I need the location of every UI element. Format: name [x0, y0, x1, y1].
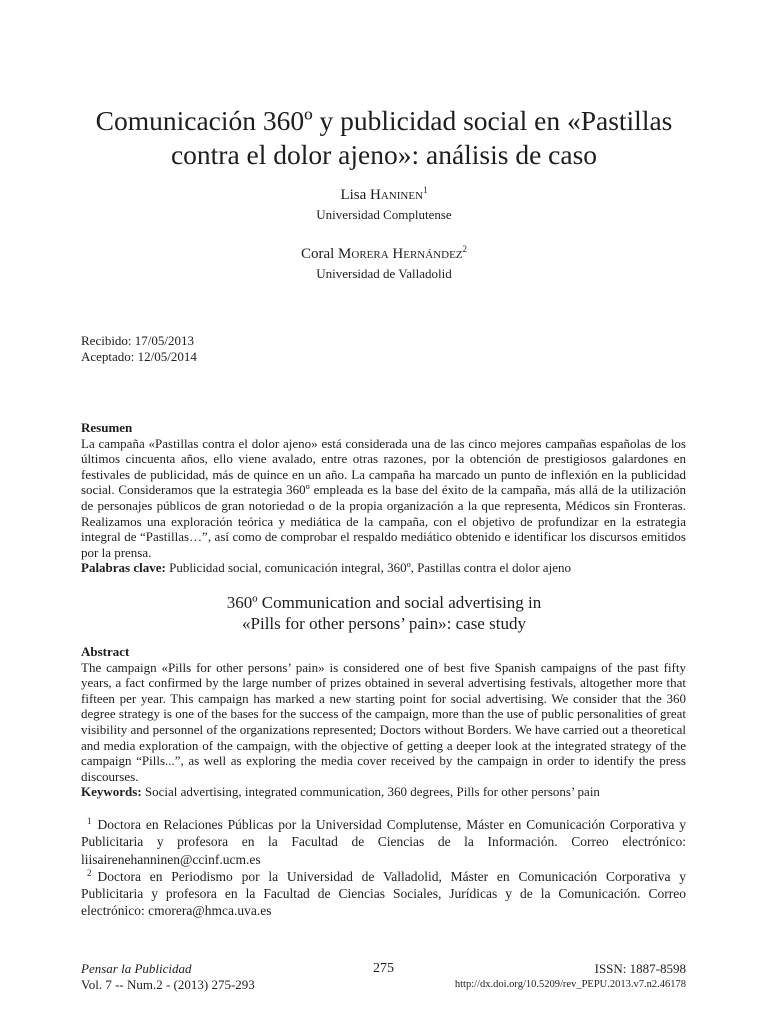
abstract-keywords-label: Keywords:	[81, 784, 142, 800]
resumen-keywords-text: Publicidad social, comunicación integral, 360º, Pastillas contra el dolor ajeno	[169, 560, 571, 576]
abstract-section	[81, 644, 686, 800]
footnotes	[81, 816, 686, 920]
resumen-section	[81, 420, 686, 576]
english-title	[0, 592, 768, 634]
footnote-2	[81, 868, 686, 920]
author-1-last-name: Haninen	[370, 187, 424, 203]
journal-name: Pensar la Publicidad	[81, 961, 192, 976]
abstract-keywords-text: Social advertising, integrated communication, 360 degrees, Pills for other persons’ pain	[144, 784, 600, 800]
footnote-2-mark: 2	[87, 867, 92, 878]
issn: ISSN: 1887-8598	[594, 961, 686, 976]
footnote-1-text: Doctora en Relaciones Públicas por la Universidad Complutense, Máster en Comunicación Corporativa y Publicitaria y profesora en la Facultad de Ciencias de la Información. Correo electrónico: liisairenehanninen@ccinf.ucm.es	[81, 817, 686, 867]
author-2-footnote-mark: 2	[462, 244, 468, 254]
author-2	[0, 245, 768, 263]
author-1	[0, 186, 768, 204]
footnote-2-text: Doctora en Periodismo por la Universidad de Valladolid, Máster en Comunicación Corporativa y Publicitaria y profesora en la Facultad de Ciencias Sociales, Jurídicas y de la Comunicación. Correo electrónico: cmorera@hmca.uva.es	[81, 868, 686, 919]
author-1-footnote-mark: 1	[423, 185, 428, 195]
accepted-date: Aceptado: 12/05/2014	[81, 349, 197, 364]
author-2-first-name: Coral	[300, 246, 335, 262]
author-2-affiliation: Universidad de Valladolid	[316, 266, 452, 281]
english-title-line-2: «Pills for other persons’ pain»: case study	[242, 614, 526, 633]
english-title-line-1: 360º Communication and social advertising in	[226, 593, 542, 612]
resumen-heading: Resumen	[81, 420, 133, 435]
article-title	[60, 104, 708, 172]
resumen-body: La campaña «Pastillas contra el dolor ajeno» está considerada una de las cinco mejores campañas españolas de los últimos cincuenta años, ello viene avalado, entre otras razones, por la obtención de prestigiosos galardones en festivales de publicidad, más de quince en un año. La campaña ha marcado un punto de inflexión en la publicidad social. Consideramos que la estrategia 360º empleada es la base del éxito de la campaña, más allá de la utilización de personajes públicos de gran notoriedad o de la propia organización a la que representa, Médicos sin Fronteras. Realizamos una exploración teórica y mediática de la campaña, con el objetivo de profundizar en la estrategia integral de “Pastillas…”, así como de comprobar el respaldo mediático obtenido e identificar los discursos emitidos por la prensa.	[81, 435, 686, 560]
abstract-heading: Abstract	[81, 644, 130, 659]
doi-link[interactable]: http://dx.doi.org/10.5209/rev_PEPU.2013.v7.n2.46178	[454, 979, 686, 990]
resumen-keywords	[81, 560, 686, 576]
author-1-first-name: Lisa	[340, 187, 367, 203]
footnote-1	[81, 816, 686, 868]
journal-volume: Vol. 7 -- Num.2 - (2013) 275-293	[81, 977, 255, 992]
title-line-1: Comunicación 360º y publicidad social en «Pastillas	[95, 105, 673, 136]
submission-dates	[81, 333, 197, 365]
title-line-2: contra el dolor ajeno»: análisis de caso	[170, 139, 598, 170]
footnote-1-mark: 1	[87, 816, 92, 826]
abstract-keywords	[81, 784, 686, 800]
resumen-keywords-label: Palabras clave:	[81, 560, 166, 576]
received-date: Recibido: 17/05/2013	[81, 333, 195, 348]
page-footer	[81, 961, 686, 1001]
abstract-body: The campaign «Pills for other persons’ pain» is considered one of best five Spanish campaigns of the past fifty years, a fact confirmed by the large number of prizes obtained in several advertising festivals, altogether more that fifteen per year. This campaign has marked a new starting point for social advertising. We consider that the 360 degree strategy is one of the bases for the success of the campaign, more than the use of public personalities of great visibility and personnel of the organizations represented; Doctors without Borders. We have carried out a theoretical and media exploration of the campaign, with the objective of getting a deeper look at the integrated strategy of the campaign “Pills...”, as well as exploring the media cover received by the campaign in order to identify the press discourses.	[81, 659, 687, 784]
author-2-last-name: Morera Hernández	[338, 246, 463, 262]
footer-right	[455, 961, 686, 993]
page-number: 275	[373, 961, 394, 976]
author-1-affiliation: Universidad Complutense	[316, 207, 452, 222]
